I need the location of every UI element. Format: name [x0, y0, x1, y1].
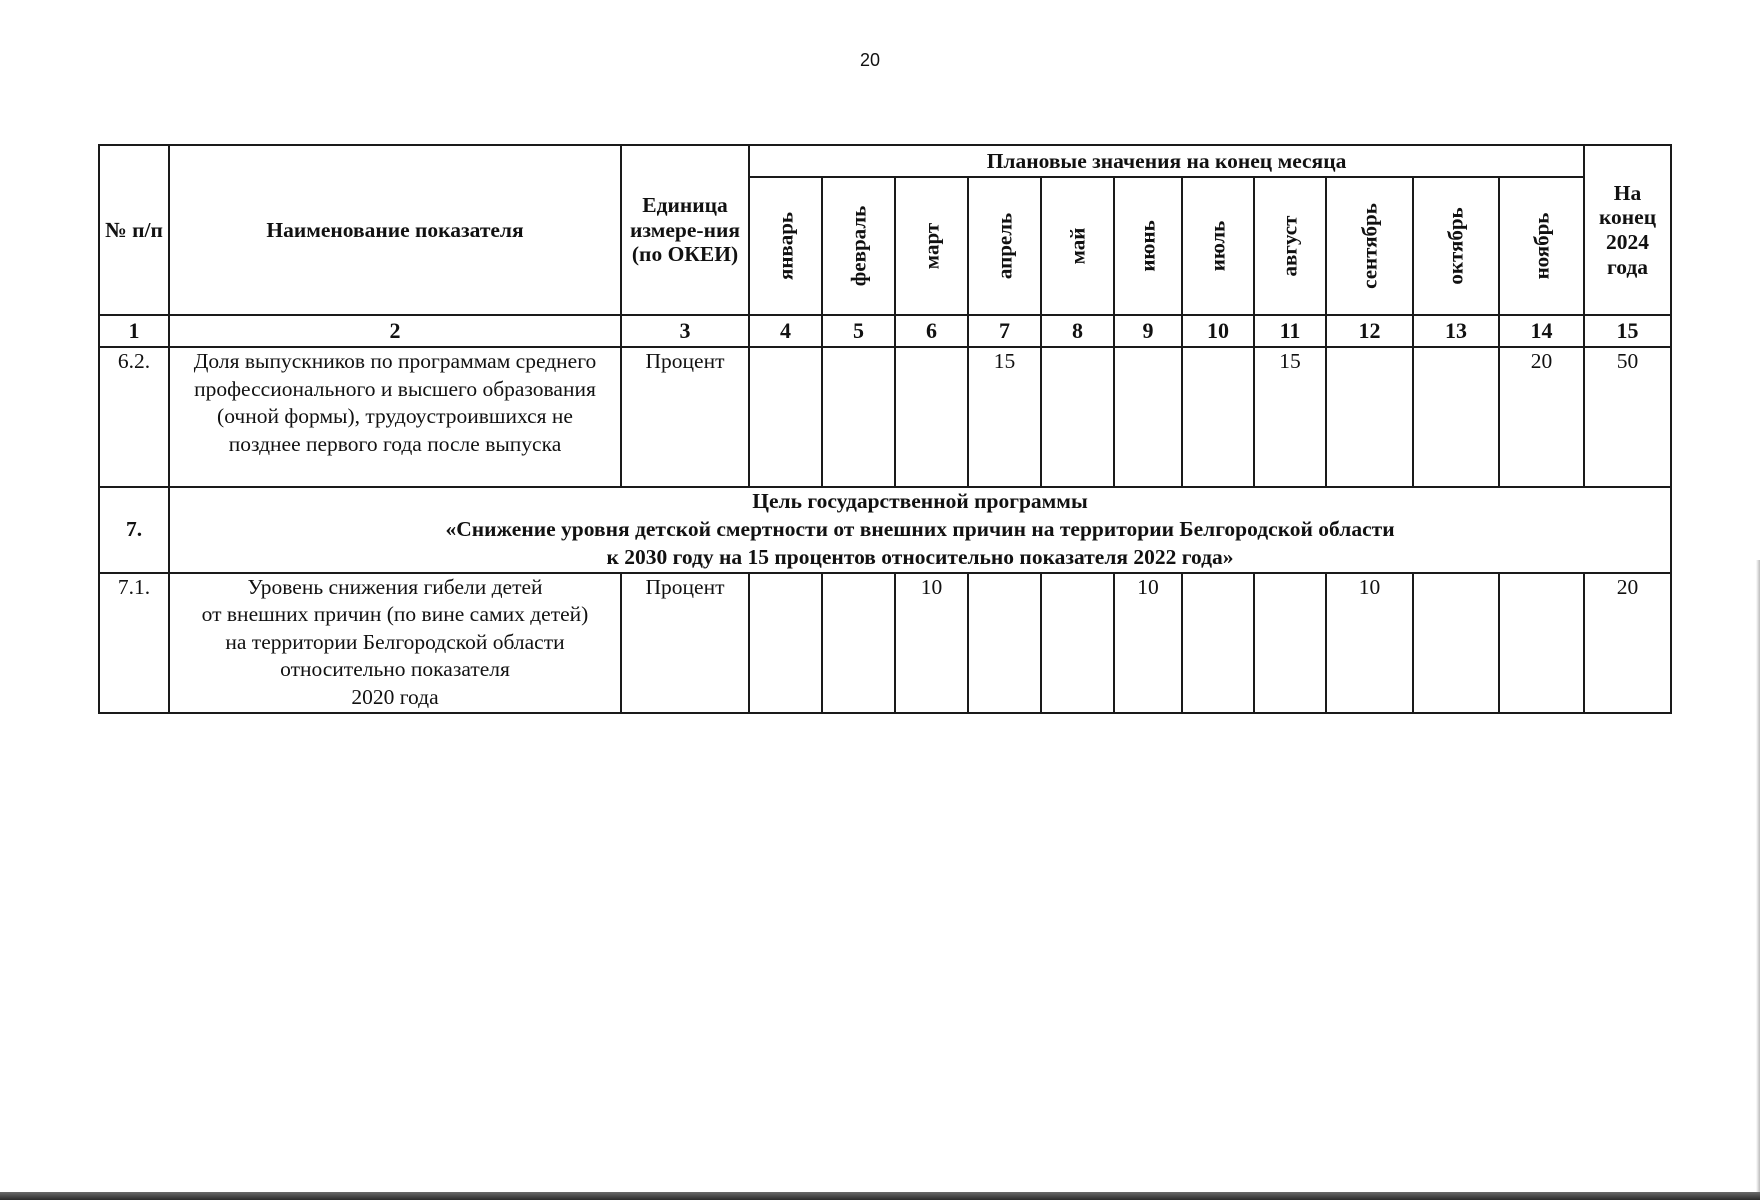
column-number: 10 — [1182, 315, 1254, 347]
month-value — [1041, 573, 1114, 713]
month-value — [968, 573, 1041, 713]
column-number: 5 — [822, 315, 895, 347]
column-number: 7 — [968, 315, 1041, 347]
header-no: № п/п — [99, 145, 169, 315]
indicator-name-line: относительно показателя — [280, 657, 510, 682]
page-number: 20 — [859, 50, 881, 70]
goal-title-line: Цель государственной программы — [752, 489, 1088, 513]
header-unit: Единица измере-ния (по ОКЕИ) — [621, 145, 749, 315]
row-number: 7.1. — [99, 573, 169, 713]
month-value — [1413, 573, 1499, 713]
column-number: 9 — [1114, 315, 1182, 347]
header-month: февраль — [822, 177, 895, 315]
month-value — [822, 573, 895, 713]
header-month: январь — [749, 177, 822, 315]
header-month: март — [895, 177, 968, 315]
header-name: Наименование показателя — [169, 145, 621, 315]
column-number: 2 — [169, 315, 621, 347]
month-value — [1499, 573, 1584, 713]
column-number: 13 — [1413, 315, 1499, 347]
month-value: 10 — [895, 573, 968, 713]
indicator-name-line: 2020 года — [351, 684, 439, 709]
column-number: 4 — [749, 315, 822, 347]
column-number: 11 — [1254, 315, 1326, 347]
column-number: 3 — [621, 315, 749, 347]
column-number: 8 — [1041, 315, 1114, 347]
goal-title — [169, 487, 1671, 573]
indicator-name — [169, 573, 621, 713]
table-row-7-1 — [99, 573, 1671, 713]
month-value: 20 — [1499, 347, 1584, 487]
month-value — [1114, 347, 1182, 487]
month-value — [822, 347, 895, 487]
goal-number: 7. — [99, 487, 169, 573]
goal-title-line: «Снижение уровня детской смертности от внешних причин на территории Белгородской области — [445, 516, 1395, 541]
header-month: ноябрь — [1499, 177, 1584, 315]
column-number: 14 — [1499, 315, 1584, 347]
indicator-name-line: на территории Белгородской области — [225, 629, 565, 654]
year-end-value: 50 — [1584, 347, 1671, 487]
year-end-value: 20 — [1584, 573, 1671, 713]
scan-edge-bottom — [0, 1192, 1760, 1200]
unit: Процент — [621, 347, 749, 487]
column-number-row — [99, 315, 1671, 347]
month-value — [1041, 347, 1114, 487]
month-value: 15 — [968, 347, 1041, 487]
month-value — [1182, 347, 1254, 487]
month-value — [1254, 573, 1326, 713]
header-month: апрель — [968, 177, 1041, 315]
month-value: 15 — [1254, 347, 1326, 487]
column-number: 15 — [1584, 315, 1671, 347]
month-value — [749, 347, 822, 487]
header-month: октябрь — [1413, 177, 1499, 315]
header-row-1 — [99, 145, 1671, 177]
header-month: май — [1041, 177, 1114, 315]
unit: Процент — [621, 573, 749, 713]
goal-row-7 — [99, 487, 1671, 573]
indicator-name-line: от внешних причин (по вине самих детей) — [201, 602, 589, 627]
header-year-end: На конец 2024 года — [1584, 145, 1671, 315]
month-value — [749, 573, 822, 713]
header-month: август — [1254, 177, 1326, 315]
month-value — [1182, 573, 1254, 713]
month-value: 10 — [1326, 573, 1413, 713]
indicator-name-line: Уровень снижения гибели детей — [247, 574, 543, 599]
column-number: 1 — [99, 315, 169, 347]
row-number: 6.2. — [99, 347, 169, 487]
header-plan-group: Плановые значения на конец месяца — [749, 145, 1584, 177]
indicator-name: Доля выпускников по программам среднего профессионального и высшего образования (очной формы), трудоустроившихся не позднее первого года после выпуска — [169, 347, 621, 487]
table-row-6-2 — [99, 347, 1671, 487]
column-number: 6 — [895, 315, 968, 347]
plan-values-table — [98, 144, 1672, 714]
column-number: 12 — [1326, 315, 1413, 347]
month-value — [1326, 347, 1413, 487]
month-value — [1413, 347, 1499, 487]
goal-title-line: к 2030 году на 15 процентов относительно показателя 2022 года» — [606, 544, 1234, 569]
month-value: 10 — [1114, 573, 1182, 713]
header-month: сентябрь — [1326, 177, 1413, 315]
scan-edge-right — [1756, 560, 1760, 1200]
month-value — [895, 347, 968, 487]
header-month: июнь — [1114, 177, 1182, 315]
header-month: июль — [1182, 177, 1254, 315]
